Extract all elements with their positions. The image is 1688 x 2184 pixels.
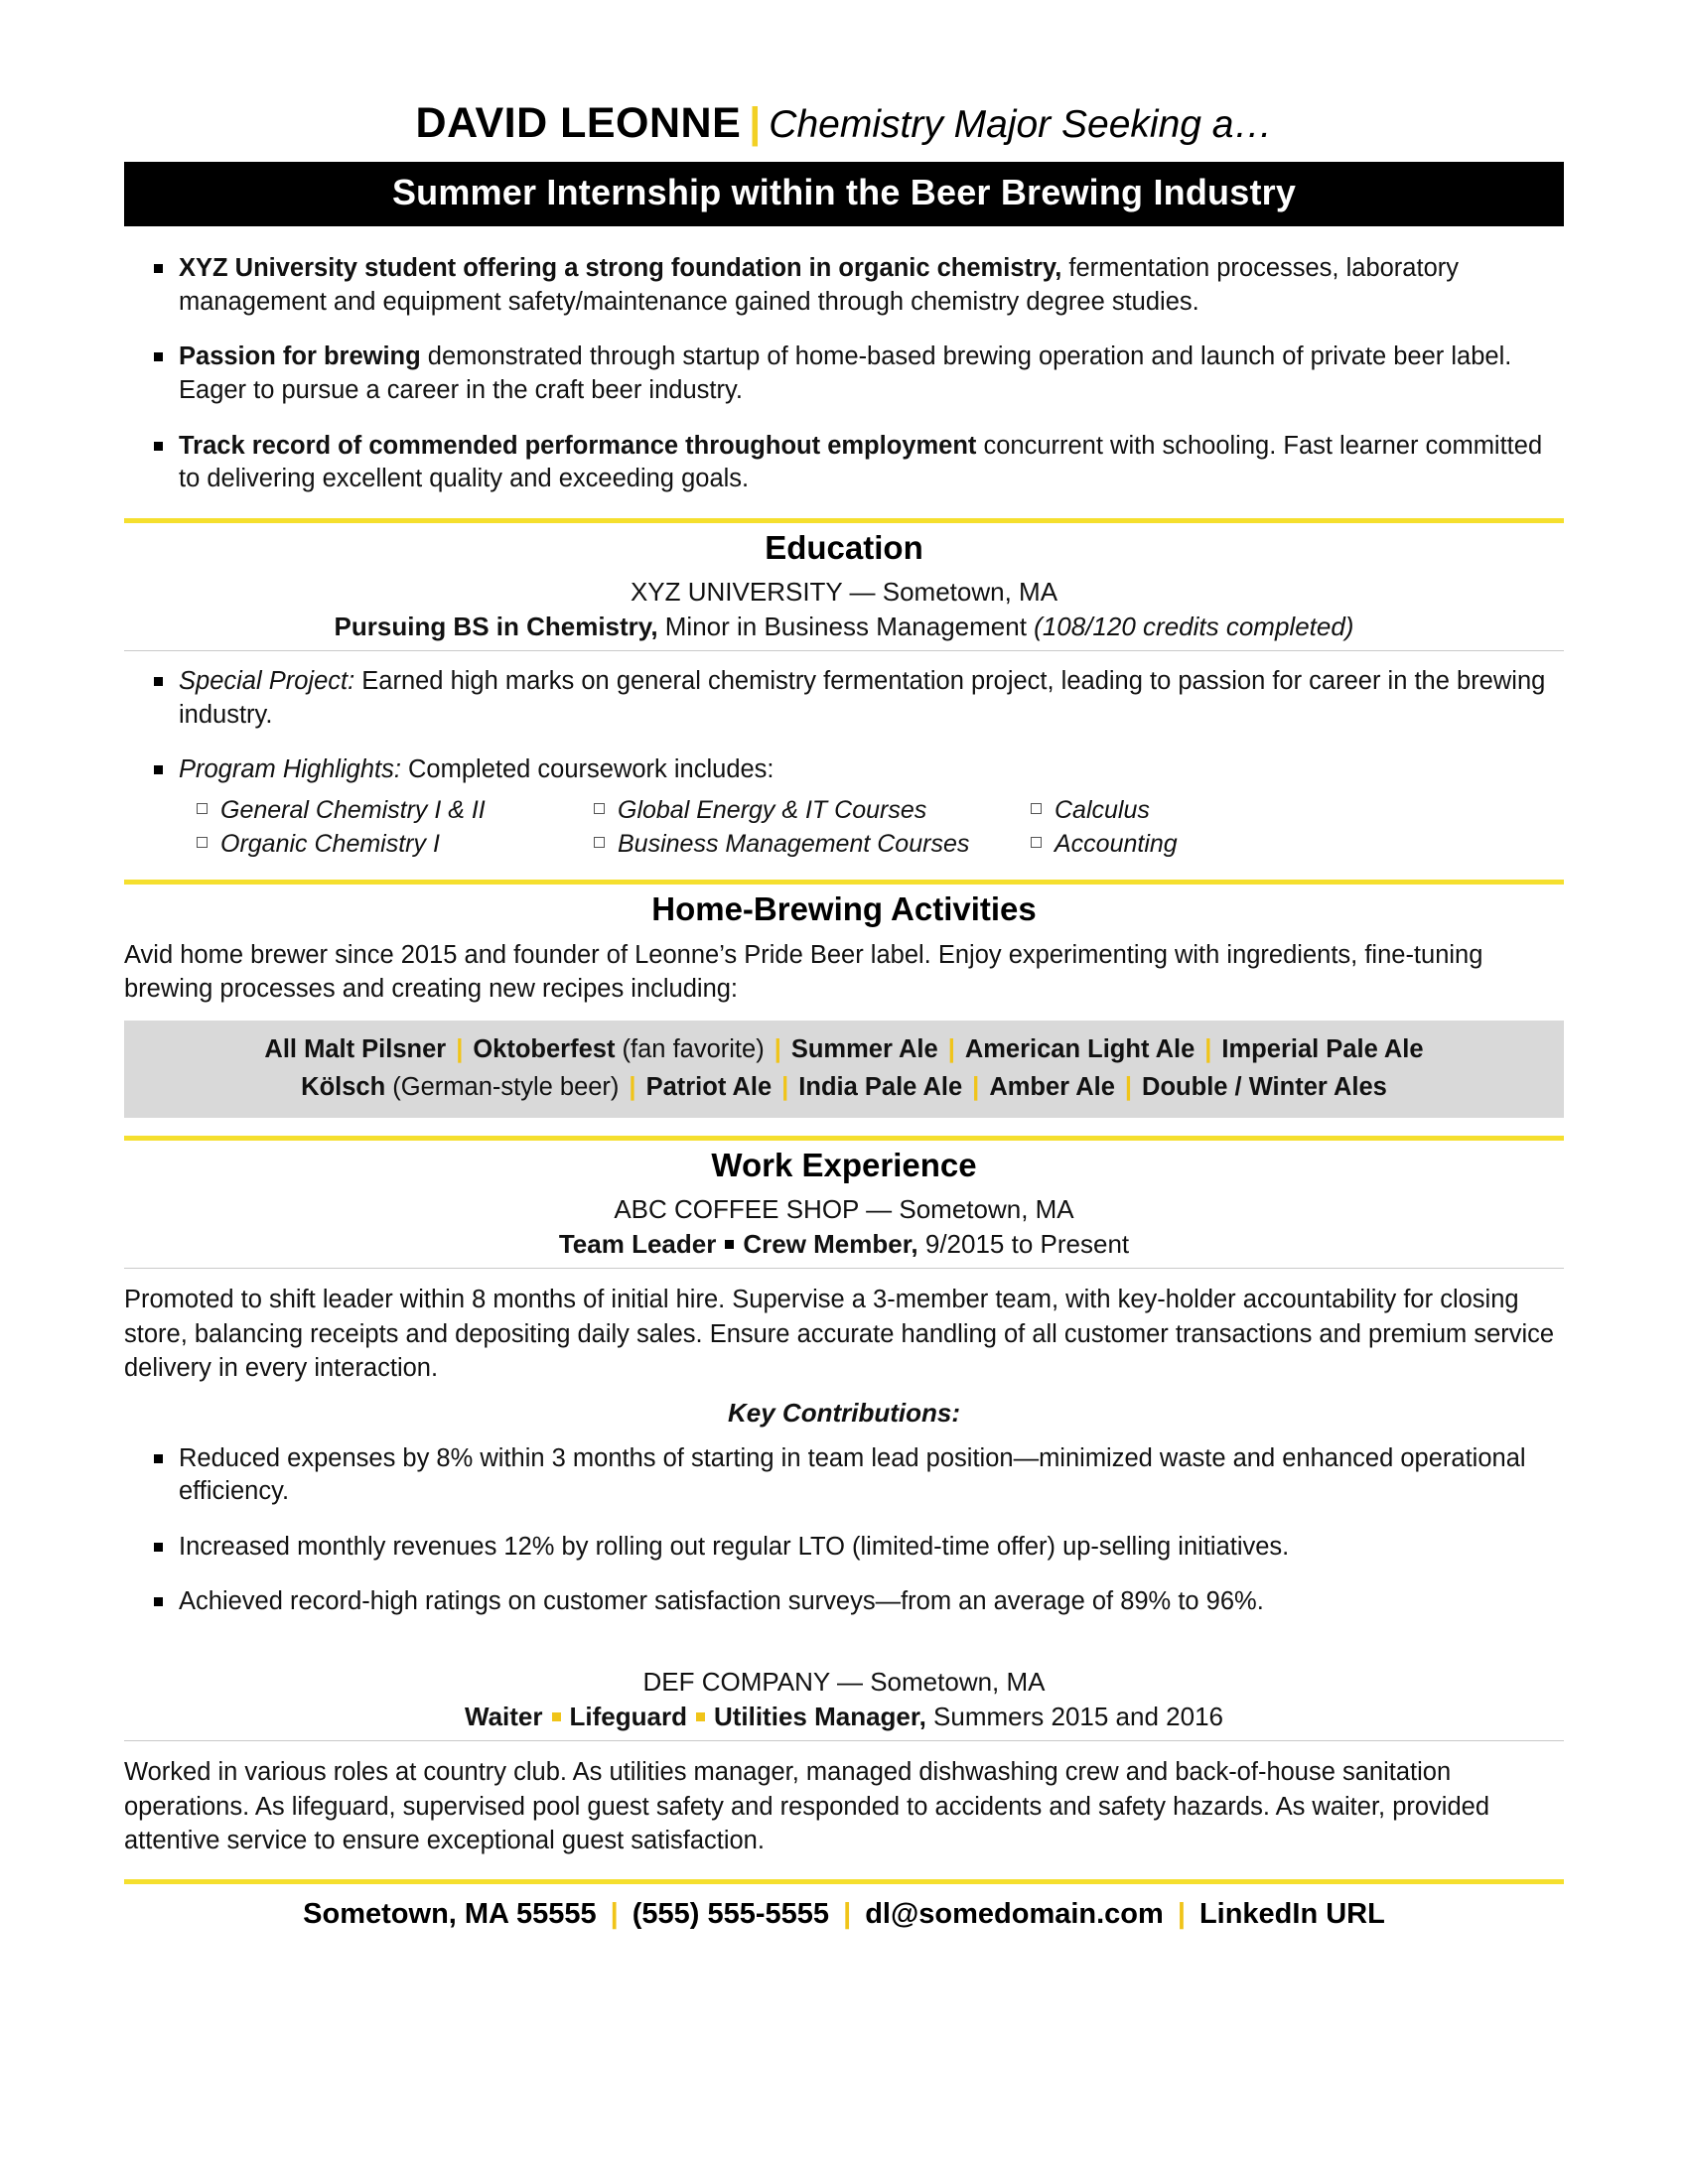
job-spacer [124, 1641, 1564, 1667]
course-item: Business Management Courses [576, 827, 1013, 862]
brewing-heading: Home-Brewing Activities [651, 889, 1037, 927]
degree-credits: (108/120 credits completed) [1034, 611, 1354, 641]
section-divider [124, 1136, 1564, 1141]
summary-bullet-text: demonstrated through startup of home-based brewing operation and launch of private beer label. Eager to pursue a career in the craft beer industry. [179, 342, 1512, 404]
section-divider [124, 880, 1564, 885]
beer-separator: | [781, 1073, 789, 1101]
summary-bullet [124, 252, 1564, 319]
key-contributions-label: Key Contributions: [728, 1397, 960, 1428]
job1-role-b: Crew Member, [743, 1229, 918, 1260]
contact-email[interactable]: dl@somedomain.com [865, 1898, 1164, 1931]
summary-bullet-lead: Track record of commended performance throughout employment [179, 431, 977, 460]
achievement-item: Achieved record-high ratings on customer satisfaction surveys—from an average of 89% to 96%. [124, 1585, 1564, 1619]
education-school: XYZ UNIVERSITY — Sometown, MA [630, 576, 1058, 607]
beer-separator: | [456, 1034, 464, 1063]
achievement-item: Increased monthly revenues 12% by rolling out regular LTO (limited-time offer) up-selling initiatives. [124, 1531, 1564, 1565]
summary-bullet-lead: XYZ University student offering a strong foundation in organic chemistry, [179, 254, 1062, 282]
name-separator: | [749, 99, 762, 147]
beer-list-box [124, 1021, 1564, 1119]
beer-separator: | [1204, 1034, 1212, 1063]
summary-bullets [124, 252, 1564, 496]
course-item: General Chemistry I & II [179, 793, 576, 828]
beer-separator: | [972, 1073, 980, 1101]
beer-name: Imperial Pale Ale [1221, 1034, 1424, 1063]
education-bullet [124, 665, 1564, 732]
job2-roles [124, 1702, 1564, 1741]
course-item: Calculus [1013, 793, 1564, 828]
degree-title: Pursuing BS in Chemistry, [334, 611, 658, 641]
coursework-column-3 [1013, 793, 1564, 862]
course-item: Global Energy & IT Courses [576, 793, 1013, 828]
beer-note: (fan favorite) [615, 1034, 765, 1063]
candidate-tagline: Chemistry Major Seeking a… [769, 103, 1273, 146]
coursework-column-1 [179, 793, 576, 862]
job1-company: ABC COFFEE SHOP — Sometown, MA [614, 1194, 1074, 1225]
job2-role-b: Lifeguard [569, 1702, 687, 1732]
beer-row-1 [138, 1030, 1550, 1068]
job2-description: Worked in various roles at country club. As utilities manager, managed dishwashing crew and back-of-house sanitation operations. As lifeguard, supervised pool guest safety and responded to accidents and safety hazards. As waiter, provided attentive service to ensure exceptional guest satisfaction. [124, 1758, 1490, 1854]
beer-name: All Malt Pilsner [264, 1034, 447, 1063]
contact-address: Sometown, MA 55555 [303, 1898, 597, 1931]
job2-company: DEF COMPANY — Sometown, MA [642, 1667, 1046, 1698]
contact-footer [124, 1898, 1564, 1931]
summary-bullet [124, 341, 1564, 407]
beer-separator: | [1124, 1073, 1133, 1101]
beer-separator: | [774, 1034, 781, 1063]
footer-separator: | [843, 1898, 852, 1931]
footer-divider [124, 1879, 1564, 1884]
education-bullet-lead: Program Highlights: [179, 755, 401, 784]
summary-bullet-text: fermentation processes, laboratory management and equipment safety/maintenance gained through chemistry degree studies. [179, 254, 1459, 316]
education-bullet-text: Earned high marks on general chemistry fermentation project, leading to passion for career in the brewing industry. [179, 666, 1546, 729]
job2-role-c: Utilities Manager, [713, 1702, 926, 1732]
coursework-columns [124, 793, 1564, 862]
degree-minor: Minor in Business Management [657, 611, 1035, 641]
job2-role-a: Waiter [465, 1702, 543, 1732]
beer-name: Double / Winter Ales [1142, 1073, 1387, 1101]
job2-dates: Summers 2015 and 2016 [925, 1702, 1223, 1732]
education-bullet-lead: Special Project: [179, 666, 355, 695]
beer-name: Patriot Ale [645, 1073, 773, 1101]
footer-separator: | [610, 1898, 619, 1931]
footer-separator: | [1177, 1898, 1186, 1931]
beer-name: Summer Ale [790, 1034, 938, 1063]
coursework-column-2 [576, 793, 1013, 862]
contact-linkedin[interactable]: LinkedIn URL [1198, 1898, 1385, 1931]
job1-achievements [124, 1442, 1564, 1620]
summary-bullet-lead: Passion for brewing [179, 342, 421, 371]
education-heading: Education [765, 528, 923, 566]
summary-section [124, 252, 1564, 496]
beer-row-2 [138, 1068, 1550, 1106]
job1-roles [124, 1229, 1564, 1269]
job1-dates: 9/2015 to Present [917, 1229, 1130, 1260]
beer-separator: | [947, 1034, 955, 1063]
beer-name: Kölsch [301, 1073, 386, 1101]
education-bullets [124, 665, 1564, 787]
education-bullet [124, 753, 1564, 787]
summary-bullet [124, 430, 1564, 496]
course-item: Accounting [1013, 827, 1564, 862]
section-divider [124, 518, 1564, 523]
beer-name: Amber Ale [989, 1073, 1115, 1101]
course-item: Organic Chemistry I [179, 827, 576, 862]
beer-name: American Light Ale [964, 1034, 1196, 1063]
education-degree [124, 612, 1564, 651]
brewing-intro: Avid home brewer since 2015 and founder of Leonne’s Pride Beer label. Enjoy experimenting with ingredients, fine-tuning brewing processes and creating new recipes including: [124, 940, 1483, 1004]
education-bullet-text: Completed coursework includes: [400, 755, 774, 784]
role-separator-icon [696, 1712, 705, 1721]
candidate-name: DAVID LEONNE [415, 99, 742, 147]
summary-bullet-text: concurrent with schooling. Fast learner committed to delivering excellent quality and exceeding goals. [179, 431, 1543, 493]
resume-header [124, 99, 1564, 148]
contact-phone[interactable]: (555) 555-5555 [632, 1898, 830, 1931]
work-heading: Work Experience [711, 1147, 977, 1184]
beer-separator: | [629, 1073, 636, 1101]
target-title-bar: Summer Internship within the Beer Brewing Industry [124, 162, 1564, 226]
job1-description: Promoted to shift leader within 8 months of initial hire. Supervise a 3-member team, with key-holder accountability for closing store, balancing receipts and depositing daily sales. Ensure accurate handling of all customer transactions and premium service delivery in every interaction. [124, 1286, 1555, 1383]
job1-role-a: Team Leader [558, 1229, 717, 1260]
beer-name: Oktoberfest [473, 1034, 616, 1063]
role-separator-icon [552, 1712, 561, 1721]
beer-note: (German-style beer) [385, 1073, 620, 1101]
role-separator-icon [725, 1240, 734, 1249]
achievement-item: Reduced expenses by 8% within 3 months of starting in team lead position—minimized waste and enhanced operational efficiency. [124, 1442, 1564, 1509]
beer-name: India Pale Ale [798, 1073, 963, 1101]
